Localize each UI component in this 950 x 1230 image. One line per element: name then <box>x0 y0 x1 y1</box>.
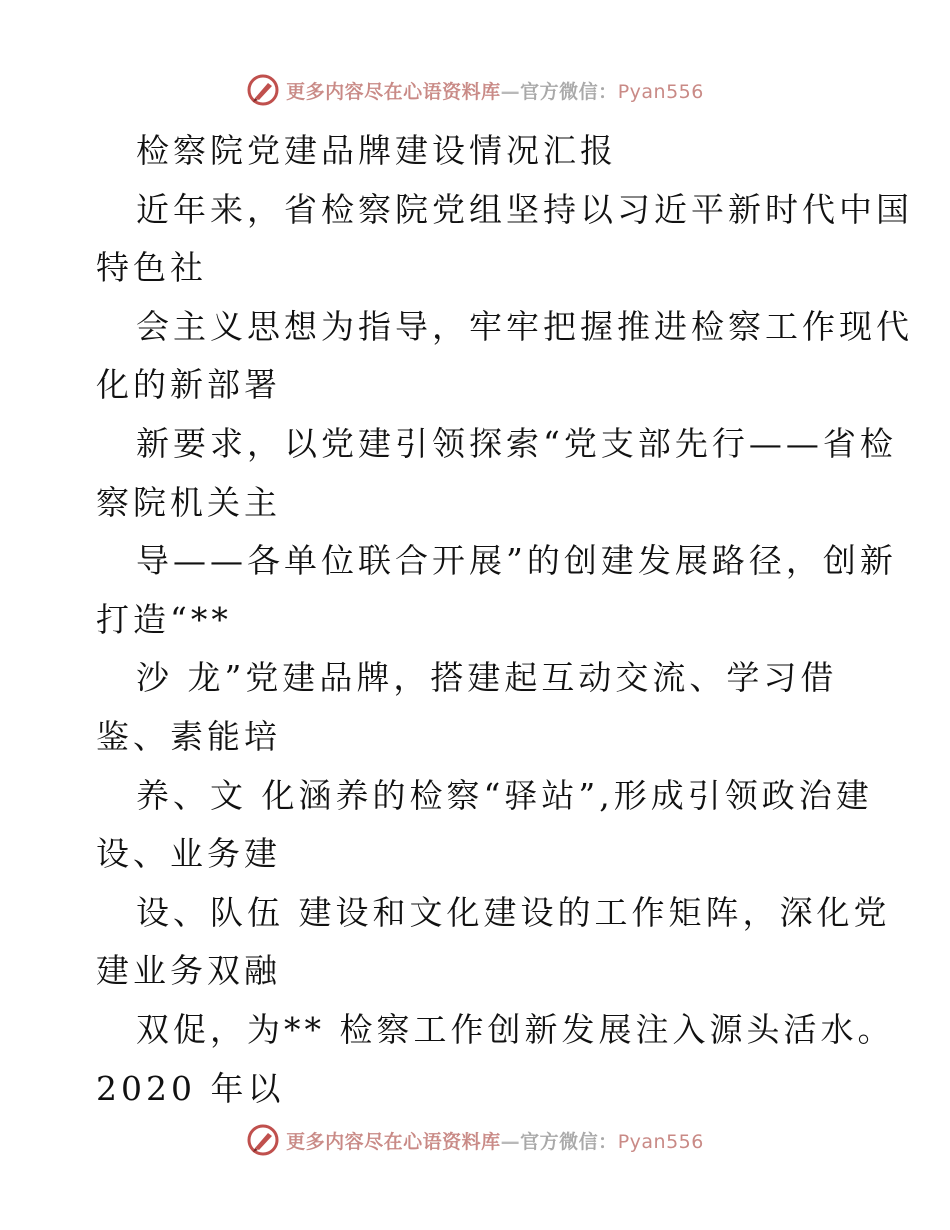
text-line: 导——各单位联合开展”的创建发展路径，创新 <box>136 541 897 581</box>
watermark-text: 更多内容尽在心语资料库—官方微信：Pyan556 <box>286 80 704 103</box>
text-line: 沙 龙”党建品牌，搭建起互动交流、学习借 <box>136 658 838 698</box>
document-body <box>96 122 913 1118</box>
pen-logo-icon <box>246 1123 280 1157</box>
text-line: 打造“** <box>96 599 232 639</box>
text-line: 设、业务建 <box>96 834 281 874</box>
pen-logo-icon <box>246 73 280 107</box>
watermark-text: 更多内容尽在心语资料库—官方微信：Pyan556 <box>286 1130 704 1153</box>
text-line: 双促，为** 检察工作创新发展注入源头活水。 <box>136 1009 895 1049</box>
text-line: 察院机关主 <box>96 482 281 522</box>
text-line: 设、队伍 建设和文化建设的工作矩阵，深化党 <box>136 892 891 932</box>
text-line: 鉴、素能培 <box>96 716 281 756</box>
text-line: 2020 年以 <box>96 1068 285 1108</box>
text-line: 化的新部署 <box>96 365 281 405</box>
header-watermark <box>0 70 950 110</box>
text-line: 养、文 化涵养的检察“驿站”,形成引领政治建 <box>136 775 873 815</box>
text-line: 近年来，省检察院党组坚持以习近平新时代中国 <box>136 189 913 229</box>
text-line: 特色社 <box>96 248 207 288</box>
text-line: 新要求，以党建引领探索“党支部先行——省检 <box>136 423 897 463</box>
document-title: 检察院党建品牌建设情况汇报 <box>136 131 617 170</box>
text-line: 会主义思想为指导，牢牢把握推进检察工作现代 <box>136 306 913 346</box>
footer-watermark <box>0 1120 950 1160</box>
text-line: 建业务双融 <box>96 951 281 991</box>
